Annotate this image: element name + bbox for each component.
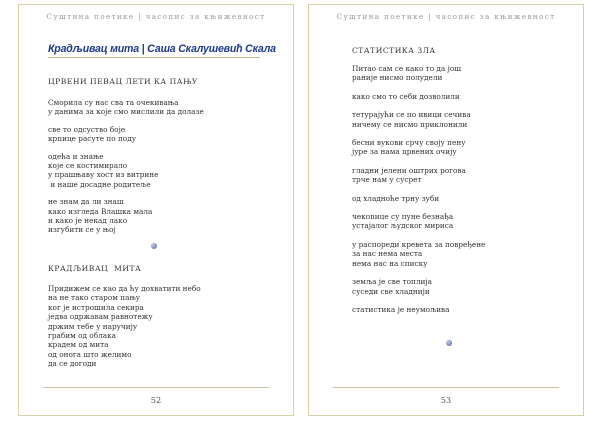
poem-line: у распореди кревета за повређене [352,239,486,249]
stanza [352,64,567,83]
poem-line: гладни јелени оштрих рогова [352,165,466,175]
stanza [48,284,277,369]
stanza [352,305,567,314]
stanza [352,240,567,268]
footer-rule [333,387,559,388]
poem-line: и како је некад лако [48,216,128,226]
running-head: Суштина поетике | часопис за књижевност [336,12,556,21]
poem-body [48,284,277,369]
poem-body [48,98,277,235]
poem-line: све то одсуство боје [48,124,126,134]
poem-line: одећа и знање [48,151,104,161]
stanza [352,194,567,203]
ornament-icon [151,243,157,249]
poem-line: једва одржавам равнотежу [48,312,153,322]
poem-title: СТАТИСТИКА ЗЛА [352,46,436,55]
poem-line: трче нам у сусрет [352,175,422,185]
poem-line: чекоnице су пуне безнађа [352,212,454,222]
stanza [352,92,567,101]
right-page [308,4,584,416]
poem-line: не знам да ли знаш [48,197,124,207]
poem-line: у прашњаву хост из витрине [48,170,159,180]
poem-line: на не тако старом пању [48,293,141,303]
ornament-icon [446,340,452,346]
stanza [48,98,277,117]
poem-line: ког је истрошила секира [48,302,144,312]
poem-line: Сморила су нас сва та очекивања [48,98,179,107]
poem-line: од хладноће трну зуби [352,193,440,203]
poem-line: земља је све топлија [352,277,432,287]
stanza [352,277,567,296]
left-page [18,4,294,416]
poem-line: тетурајући се по ивици сечива [352,110,471,120]
poem-line: устајалог људског мириса [352,221,454,231]
poem-line: крадем од мита [48,340,109,350]
stanza [352,212,567,231]
poem-line: ничему се нисмо приклонили [352,119,468,129]
stanza [352,166,567,185]
stanza [352,110,567,129]
poem-line: како изгледа Влашка мала [48,206,153,216]
poem-body [352,64,567,314]
stanza [48,152,277,190]
poem-line: раније нисмо полудели [352,73,443,83]
poem-line: да се догоди [48,359,97,369]
poem-line: суседи све хладнији [352,286,430,296]
chapter-title-rule [48,57,260,58]
poem-line: и наше досадне родитеље [48,179,151,189]
stanza [48,197,277,235]
poem-line: бесни вукови срчу своју пену [352,138,466,148]
poem-line: Питао сам се како то да још [352,64,462,73]
footer-rule [43,387,269,388]
poem-line: изгубити се у њој [48,225,116,235]
page-number: 52 [150,395,162,405]
poem-line: за нас нема места [352,249,423,259]
page-number: 53 [440,395,452,405]
poem-line: у данима за које смо мислили да долазе [48,107,204,117]
left-page-content [48,43,277,369]
poem-line: држим тебе у наручију [48,321,138,331]
poem-line: грабим од облака [48,330,116,340]
poem-title: ЦРВЕНИ ПЕВАЦ ЛЕТИ КА ПАЊУ [48,77,198,86]
chapter-title: Крадљивац мита | Саша Скалушевић Скала [48,43,276,55]
poem-line: крпице расуте по поду [48,134,136,144]
running-head: Суштина поетике | часопис за књижевност [46,12,266,21]
poem-line: нема нас на списку [352,258,428,268]
poem-title: КРАДЉИВАЦ МИТА [48,263,142,273]
poem-line: од онога што желимо [48,349,132,359]
poem-line: које се костимирало [48,161,128,171]
stanza [48,125,277,144]
poem-line: статистика је неумољива [352,304,450,314]
right-page-content [352,46,567,314]
poem-line: како смо то себи дозволили [352,91,460,101]
poem-line: јуре за нама црвених очију [352,147,457,157]
stanza [352,138,567,157]
poem-line: Придижем се као да ћу дохватити небо [48,283,201,293]
